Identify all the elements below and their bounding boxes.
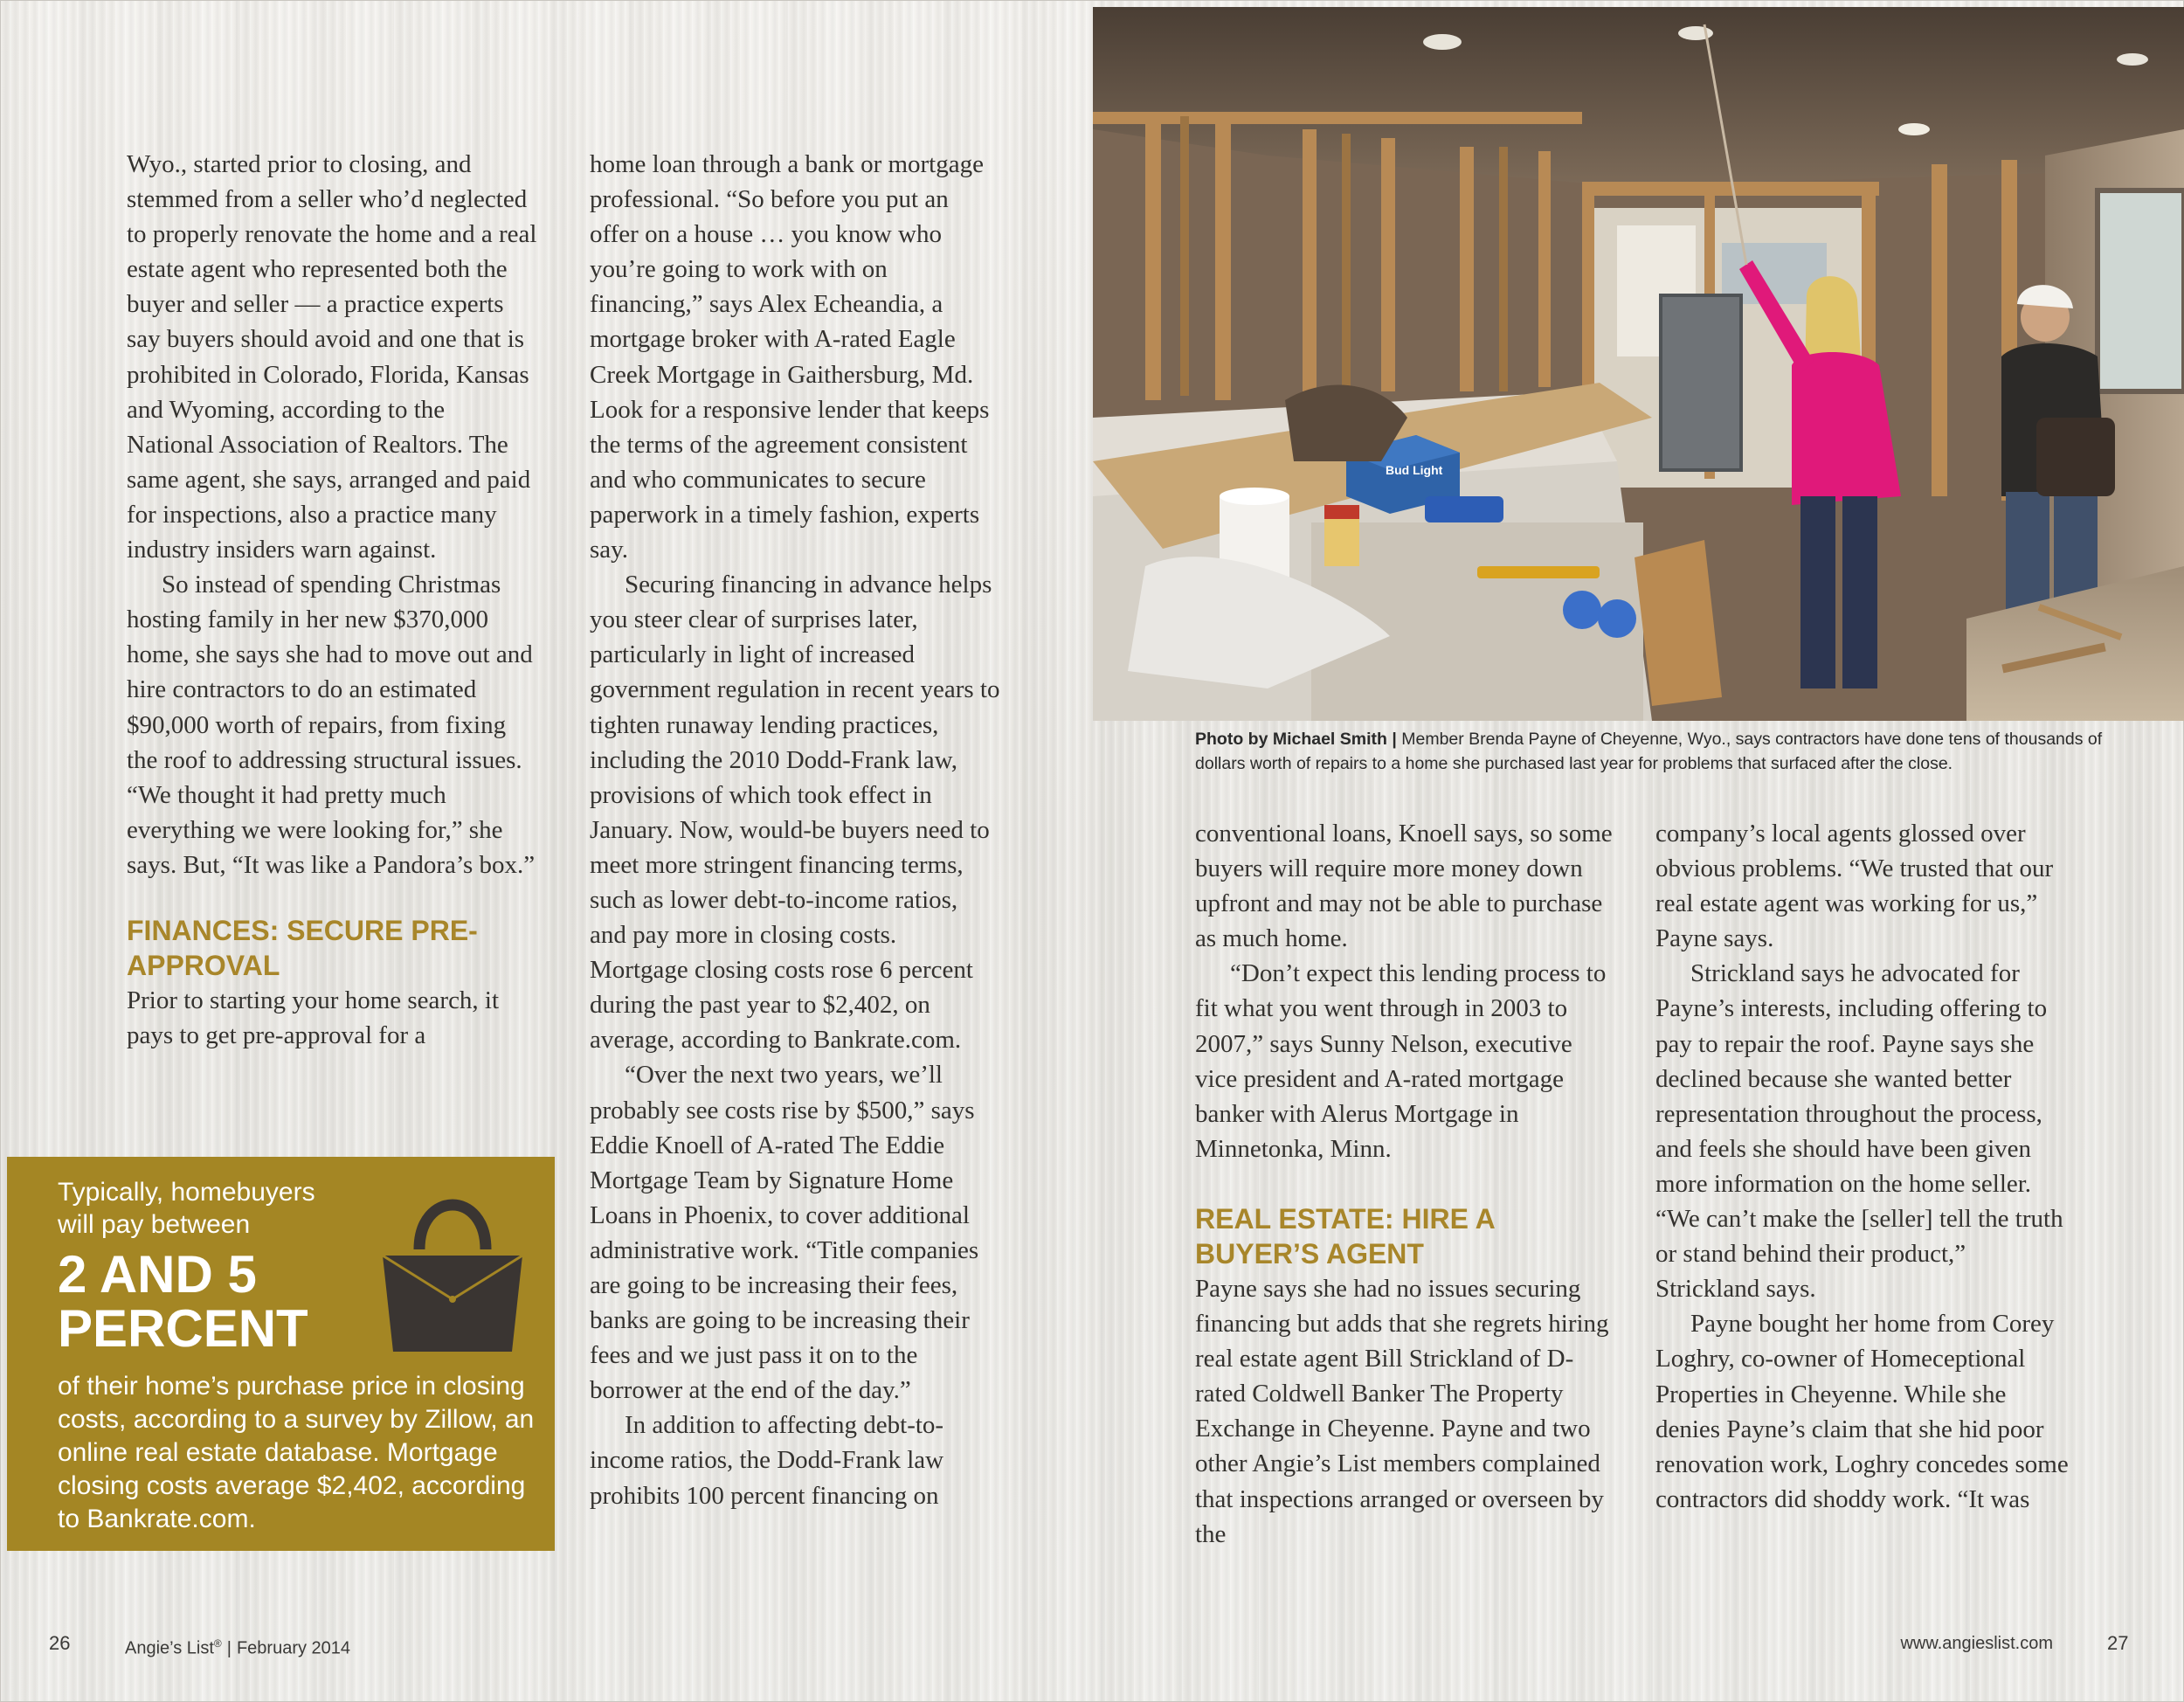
paragraph: Wyo., started prior to closing, and stemmed from a seller who’d neglected to properly renovate the home and a real estate agent who represented both the buyer and seller — a practice experts say buyers should avoid and one that is prohibited in Colorado, Florida, Kansas and Wyoming, according to the National Association of Realtors. The same agent, she says, arranged and paid for inspections, also a practice many industry insiders warn against. <box>127 150 537 564</box>
callout-highlight: 2 AND 5 PERCENT <box>58 1245 308 1358</box>
callout-body: of their home’s purchase price in closing costs, according to a survey by Zillow, an online real estate database. Mortgage closing costs average $2,402, according to Bankrate.com. <box>58 1372 535 1533</box>
paragraph: Securing financing in advance helps you steer clear of surprises later, particularly in light of increased government regulation in recent years to tighten runaway lending practices, including the 2010 Dodd-Frank law, provisions of which took effect in January. Now, would-be buyers need to meet more stringent financing terms, such as lower debt-to-income ratios, and pay more in closing costs. Mortgage closing costs rose 6 percent during the past year to $2,402, on average, according to Bankrate.com. <box>590 571 1000 1055</box>
paragraph: So instead of spending Christmas hosting family in her new $370,000 home, she says she had to move out and hire contractors to do an estimated $90,000 worth of repairs, from fixing the roof to addressing structural issues. “We thought it had pretty much everything we were looking for,” she says. But, “It was like a Pandora’s box.” <box>127 571 536 879</box>
footer-website[interactable]: www.angieslist.com <box>1900 1634 2053 1653</box>
paragraph: “Over the next two years, we’ll probably see costs rise by $500,” says Eddie Knoell of A-rated The Eddie Mortgage Team by Signature Home Loans in Phoenix, to cover additional administrative work. “Title companies are going to be increasing their fees, banks are going to be increasing their fees and we just pass it on to the borrower at the end of the day.” <box>590 1061 979 1405</box>
footer-publication <box>125 1632 350 1660</box>
renovation-photo <box>1093 7 2184 721</box>
paragraph: Payne says she had no issues securing financing but adds that she regrets hiring real estate agent Bill Strickland of D-rated Coldwell Banker The Property Exchange in Cheyenne. Payne and two other Angie’s List members complained that inspections arranged or overseen by the <box>1195 1274 1609 1548</box>
section-heading-finances: FINANCES: SECURE PRE-APPROVAL <box>127 914 478 981</box>
paragraph: In addition to affecting debt-to-income ratios, the Dodd-Frank law prohibits 100 percent financing on <box>590 1411 944 1510</box>
paragraph: Prior to starting your home search, it pays to get pre-approval for a <box>127 986 500 1050</box>
photo-caption <box>1195 727 2147 776</box>
article-column-1 <box>127 147 537 1053</box>
paragraph: company’s local agents glossed over obvious problems. “We trusted that our real estate agent was working for us,” Payne says. <box>1655 820 2054 953</box>
photo-credit: Photo by Michael Smith | <box>1195 730 1397 749</box>
article-column-3 <box>1195 816 1614 1552</box>
page-number-right: 27 <box>2107 1632 2129 1654</box>
paragraph: Payne bought her home from Corey Loghry, co-owner of Homeceptional Properties in Cheyenne. While she denies Payne’s claim that she hid poor renovation work, Loghry concedes some contractors did shoddy work. “It was <box>1655 1310 2069 1513</box>
renovation-photo-illustration <box>1093 7 2184 721</box>
callout-intro: Typically, homebuyers will pay between <box>58 1178 315 1239</box>
closing-costs-callout <box>7 1157 555 1551</box>
page-number-left: 26 <box>49 1632 71 1654</box>
paragraph: home loan through a bank or mortgage professional. “So before you put an offer on a house … you know who you’re going to work with on financing,” says Alex Echeandia, a mortgage broker with A-rated Eagle Creek Mortgage in Gaithersburg, Md. Look for a responsive lender that keeps the terms of the agreement consistent and who communicates to secure paperwork in a timely fashion, experts say. <box>590 150 990 564</box>
section-heading-real-estate: REAL ESTATE: HIRE A BUYER’S AGENT <box>1195 1202 1495 1270</box>
article-column-4 <box>1655 816 2075 1517</box>
purse-icon <box>365 1173 540 1365</box>
issue-date: February 2014 <box>236 1638 351 1658</box>
photo-caption-text: Member Brenda Payne of Cheyenne, Wyo., says contractors have done tens of thousands of dollars worth of repairs to a home she purchased last year for problems that surfaced after the close. <box>1195 730 2103 773</box>
paragraph: Strickland says he advocated for Payne’s interests, including offering to pay to repair the roof. Payne says she declined because she wanted better representation throughout the process, and feels she should have been given more information on the home seller. “We can’t make the [seller] tell the truth or stand behind their product,” Strickland says. <box>1655 959 2063 1304</box>
photo-box-label: Bud Light <box>1386 463 1443 477</box>
footer-separator: | <box>226 1638 232 1658</box>
registered-mark: ® <box>213 1637 222 1650</box>
publication-name: Angie’s List <box>125 1638 214 1658</box>
paragraph: “Don’t expect this lending process to fit what you went through in 2003 to 2007,” says Sunny Nelson, executive vice president and A-rated mortgage banker with Alerus Mortgage in Minnetonka, Minn. <box>1195 959 1607 1163</box>
article-column-2 <box>590 147 1000 1513</box>
paragraph: conventional loans, Knoell says, so some buyers will require more money down upfront and may not be able to purchase as much home. <box>1195 820 1613 953</box>
